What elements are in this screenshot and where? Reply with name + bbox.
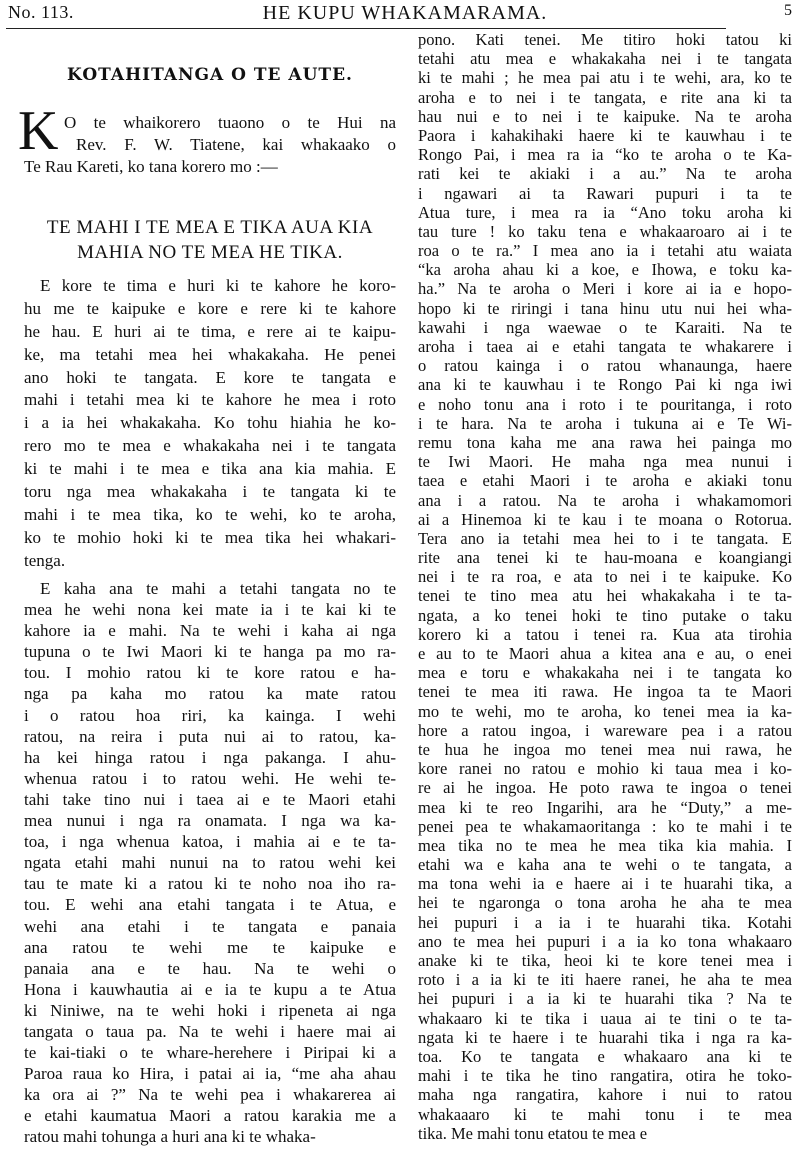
text-line: te hua he ingoa mo tenei mea nui rawa, he: [418, 739, 792, 759]
text-line: hei pupuri i a ia i te huarahi tika. Kotahi: [418, 912, 792, 932]
section-heading: [24, 215, 396, 265]
text-line: maha nga rangatira, kahore i nui to ratou: [418, 1085, 792, 1105]
text-line: Rev. F. W. Tiatene, kai whakaako o: [76, 135, 396, 154]
text-line: tahi take tino nui i taea ai e te Maori etahi: [24, 789, 396, 809]
text-line: o ratou kainga i o ratou whanaunga, haere: [418, 356, 792, 376]
text-line: ano te mea hei pupuri i a ia ko tona whakaaro: [418, 931, 792, 951]
text-line: i ngawari ai ta Rawari pupuri i ta te: [418, 183, 792, 203]
text-line: toa, i nga whenua katoa, i mahia ai e te ta-: [24, 832, 396, 852]
text-line: kore ranei no ratou e mohio ki taua mea i ko-: [418, 759, 792, 779]
text-line: tenei te tino mea atu hei whakakaha i te ta-: [418, 586, 792, 606]
text-line: roto i a ia ki te iti haere ranei, he aha te mea: [418, 970, 792, 990]
text-line: te Iwi Maori. He maha nga mea nunui i: [418, 452, 792, 472]
text-line: Paora i kahakihaki haere ki te kauwhau i te: [418, 125, 792, 145]
text-line: whakaaro ki te tika i uaua ai te tini o te ta-: [418, 1008, 792, 1028]
text-line: ana ratou te wehi me te kaipuke e: [24, 937, 396, 957]
text-line: ha.” Na te aroha o Meri i kore ai ia e hopo-: [418, 279, 792, 299]
text-line: wehi ana etahi i te tangata e panaia: [24, 916, 396, 936]
drop-cap: K: [18, 100, 59, 162]
text-line: ko te mohio hoki ki te mea tika hei whakari-: [24, 527, 396, 547]
text-line: taea e etahi Maori i te aroha e akiaki tonu: [418, 471, 792, 491]
text-line: roa o te ra.” I mea ano ia i tetahi atu waiata: [418, 241, 792, 261]
text-line: tenei te mea iti rawa. He ingoa ta te Maori: [418, 682, 792, 702]
text-line: tupuna o te Iwi Maori ki te hanga pa mo ra-: [24, 642, 396, 662]
text-line: aroha e to nei i te tangata, e rite ana ki ta: [418, 87, 792, 107]
text-line: tau te mate ki a ratou ki te noho noa iho ra-: [24, 874, 396, 894]
text-line: hu me te kaipuke e kore e rere ki te kahore: [24, 298, 396, 318]
text-line: hau nui e to nei i te kaipuke. Na te aroha: [418, 106, 792, 126]
paragraph: [24, 578, 396, 1148]
text-line: e au to te Maori ahua a kitea ana e au, o enei: [418, 644, 792, 663]
text-line: rite ana tenei ki te hau-moana e koangiangi: [418, 548, 792, 568]
text-line: tetahi atu mea e whakakaha nei i te tangata: [418, 49, 792, 69]
text-line: Atua ture, i mea ra ia “Ano toku aroha ki: [418, 202, 792, 222]
text-line: kahore ia e mahi. Na te wehi i kaha ai nga: [24, 621, 396, 641]
text-line: anake ki te tika, heoi ki te kore tenei mea i: [418, 951, 792, 970]
article-title: KOTAHITANGA O TE AUTE.: [67, 65, 353, 85]
header-rule: [6, 28, 726, 29]
text-line: hei pupuri i a ia ki te huarahi tika ? Na te: [418, 989, 792, 1009]
text-line: panaia ana e te hau. Na te wehi o: [24, 958, 396, 978]
text-line: ana ki te kauwhau i te Rongo Pai ki nga iwi: [418, 375, 792, 395]
text-line: mea tika no te mea he mea tika kia mahia. I: [418, 835, 792, 855]
text-line: ratou mahi tohunga a huri ana ki te whaka-: [24, 1127, 316, 1147]
paragraph: [418, 30, 792, 1143]
page-number: 5: [784, 2, 793, 19]
publication-title: HE KUPU WHAKAMARAMA.: [262, 2, 548, 24]
text-line: Paroa raua ko Hira, i patai ai ia, “me aha ahau: [24, 1064, 396, 1084]
text-line: “ka aroha ahau ki a koe, e Ihowa, e toku ka-: [418, 260, 792, 280]
text-line: ha kei hinga ratou i nga pakanga. I ahu-: [24, 747, 396, 767]
text-line: whenua ratou i to ratou wehi. He wehi te-: [24, 768, 396, 788]
text-line: tangata o taua pa. Na te wehi i haere mai ai: [24, 1021, 396, 1041]
text-line: mea he wehi nona kei mate ia i te kai ki te: [24, 600, 396, 620]
text-line: Te Rau Kareti, ko tana korero mo :—: [24, 157, 278, 176]
text-line: i o ratou hoa riri, ka kainga. I wehi: [24, 705, 396, 725]
text-line: hopo ki te riringi i tana hinu utu nui hei wha-: [418, 298, 792, 318]
text-line: tou. I mohio ratou ki te kore ratou e ha-: [24, 663, 396, 683]
text-line: i a ia hei whakakaha. Ko tohu hiahia he ko-: [24, 413, 396, 433]
intro-paragraph: [24, 112, 396, 178]
text-line: kawahi i nga waewae o te Karaiti. Na te: [418, 317, 792, 337]
text-line: tika. Me mahi tonu etatou te mea e: [418, 1123, 648, 1143]
text-line: he hau. E huri ai te tima, e rere ai te kaipu-: [24, 321, 396, 341]
text-line: nei i te ra roa, e ata to nei i te kaipuke. Ko: [418, 567, 792, 587]
text-line: ana i a ratou. Na te aroha i whakamomori: [418, 490, 792, 510]
text-line: mea nunui i nga ra onamata. I nga wa ka-: [24, 811, 396, 831]
text-line: E kaha ana te mahi a tetahi tangata no te: [40, 579, 396, 598]
text-line: re ai he ingoa. He poto rawa te ingoa o tenei: [418, 778, 792, 798]
text-line: ngata ki te haere i te huarahi tika i nga ra ka-: [418, 1027, 792, 1047]
text-line: Rongo Pai, i mea ra ia “ko te aroha o te Ka-: [418, 145, 792, 165]
heading-line: MAHIA NO TE MEA HE TIKA.: [77, 242, 343, 263]
text-line: nga pa kaha mo ratou ka mate ratou: [24, 684, 396, 704]
text-line: tenga.: [24, 550, 66, 570]
text-line: e noho tonu ana i roto i te pouritanga, i roto: [418, 394, 792, 414]
text-line: tou. E wehi ana etahi tangata i te Atua, e: [24, 895, 396, 915]
text-line: toa. Ko te tangata e whakaaro ana ki te: [418, 1046, 792, 1066]
text-line: ke, ma tetahi mea hei whakakaha. He penei: [24, 344, 396, 364]
text-line: ano hoki te tangata. E kore te tangata e: [24, 367, 396, 387]
text-line: E kore te tima e huri ki te kahore he koro-: [40, 276, 396, 295]
text-line: e etahi kaumatua Maori a ratou karakia me a: [24, 1106, 396, 1126]
issue-number: No. 113.: [8, 2, 74, 22]
text-line: mo te wehi, mo te aroha, ko tenei mea ia ka-: [418, 701, 792, 721]
text-line: ki te mahi ; he mea pai atu i te wehi, ara, ko te: [418, 68, 792, 88]
text-line: ngata etahi mahi nunui na to ratou wehi kei: [24, 853, 396, 873]
text-line: i te hara. Na te aroha i tukuna ai e Te Wi-: [418, 413, 792, 433]
text-line: ratou, na reira i puta nui ai to ratou, ka-: [24, 726, 396, 746]
text-line: penei pea te whakamaoritanga : ko te mahi i te: [418, 816, 792, 836]
text-line: ka ora ai ?” Na te wehi pea i whakarerea ai: [24, 1085, 396, 1105]
text-line: te kai-tiaki o te whare-herehere i Piripai ki a: [24, 1043, 396, 1063]
text-line: mea ki te reo Ingarihi, ara he “Duty,” a me-: [418, 797, 792, 817]
text-line: etahi wa e kaha ana te wehi o te tangata, a: [418, 855, 792, 875]
text-line: aroha i taea ai e etahi tangata te whakarere i: [418, 337, 792, 356]
text-line: mahi i tetahi mea ki te kahore he mea i roto: [24, 390, 396, 410]
text-line: toru nga mea whakakaha i te tangata ki te: [24, 482, 396, 502]
text-line: hei te ngaronga o tona aroha he aha te mea: [418, 893, 792, 913]
text-line: ma tona wehi ia e haere ai i te huarahi tika, a: [418, 874, 792, 894]
text-line: korero ki a tatou i tenei ra. Kua ata tirohia: [418, 624, 792, 644]
text-line: mea e toru e whakakaha nei i te tangata ko: [418, 663, 792, 683]
text-line: O te whaikorero tuaono o te Hui na: [64, 113, 396, 132]
text-line: pono. Kati tenei. Me titiro hoki tatou ki: [418, 30, 792, 49]
text-line: rero mo te mea e whakakaha nei i te tangata: [24, 436, 396, 456]
text-line: Hona i kauwhautia ai e ia te kupu a te Atua: [24, 979, 396, 999]
text-line: hore a ratou ingoa, i wareware pea i a ratou: [418, 720, 792, 740]
text-line: remu tona kaha me ana rawa hei painga mo: [418, 432, 792, 452]
paragraph: [24, 275, 396, 573]
text-line: whakaaaro ki te mahi tonu i te mea: [418, 1104, 792, 1124]
text-line: tau ture ! ko taku tena e whakaaroaro ai i te: [418, 221, 792, 241]
text-line: mahi i te tika he tino rangatira, otira he toko-: [418, 1066, 792, 1086]
right-column: [418, 30, 792, 1143]
text-line: Tera ano ia tetahi mea hei to i te tangata. E: [418, 528, 792, 548]
text-line: ki Niniwe, na te wehi hoki i ripeneta ai nga: [24, 1000, 396, 1020]
text-line: rati kei te akiaki i a au.” Na te aroha: [418, 164, 792, 184]
heading-line: TE MAHI I TE MEA E TIKA AUA KIA: [46, 217, 374, 238]
text-line: ki te mahi i te mea e tika ana kia mahia. E: [24, 459, 396, 479]
text-line: ngata, a ko tenei hoki te tino putake o taku: [418, 605, 792, 625]
text-line: ai a Hinemoa ki te kau i te moana o Rotorua.: [418, 509, 792, 529]
text-line: mahi i te mea tika, ko te wehi, ko te aroha,: [24, 504, 396, 524]
